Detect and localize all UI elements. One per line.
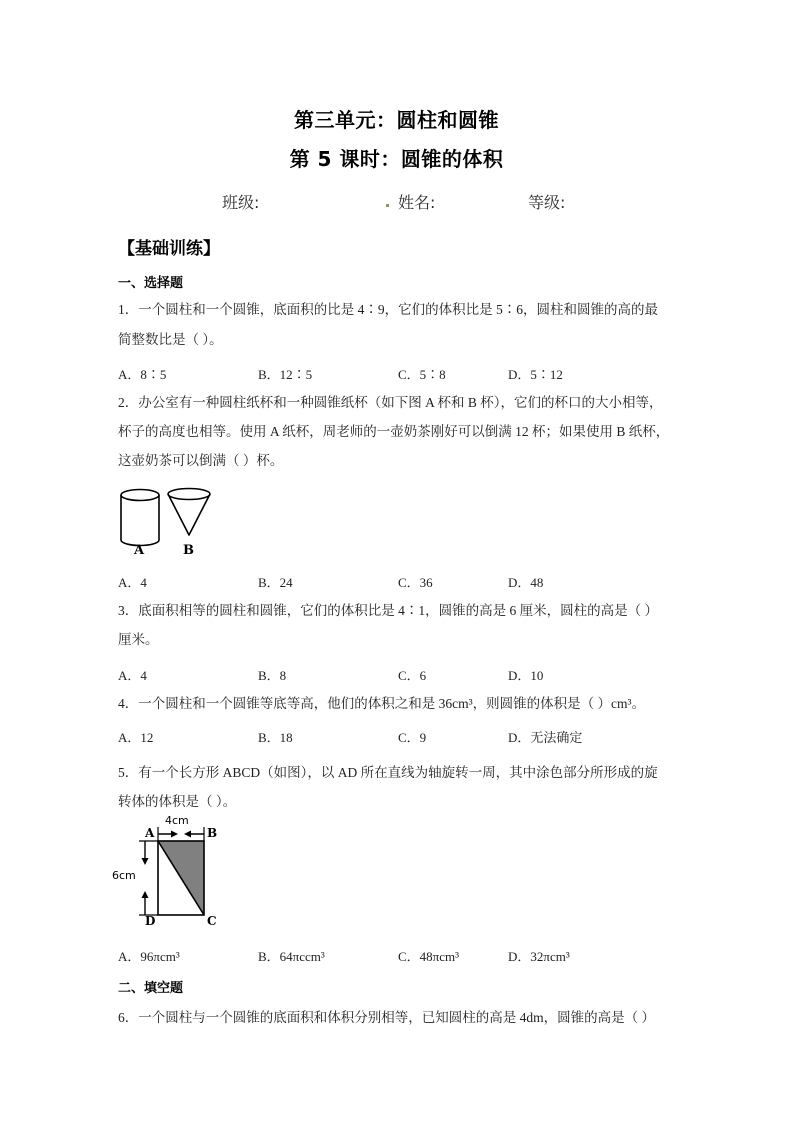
option-d[interactable]: D．5∶12 [508,367,563,382]
question-2-options [118,572,680,590]
option-d[interactable]: D．32πcm³ [508,949,570,964]
section-basic-training: 【基础训练】 [118,239,220,259]
cylinder-shape [121,490,159,546]
height-dimension-label: 6cm [112,869,136,882]
class-label: 班级: [222,193,260,212]
question-3-line-2: 厘米。 [118,632,159,647]
cylinder-cone-figure [112,483,222,563]
question-5-options [118,946,680,964]
vertex-label-b: B [207,826,218,840]
option-d[interactable]: D．10 [508,668,544,683]
vertex-label-d: D [145,914,156,928]
name-label: 姓名: [398,193,436,212]
question-1-line-1: 1．一个圆柱和一个圆锥，底面积的比是 4∶9，它们的体积比是 5∶6，圆柱和圆锥的高的最 [118,302,658,317]
question-2-line-2: 杯子的高度也相等。使用 A 纸杯，周老师的一壶奶茶刚好可以倒满 12 杯；如果使用 B 纸杯， [118,424,670,439]
option-c[interactable]: C．6 [398,668,427,683]
page-title-unit: 第三单元：圆柱和圆锥 [294,108,499,132]
question-5-line-1: 5．有一个长方形 ABCD（如图），以 AD 所在直线为轴旋转一周，其中涂色部分所形成的旋 [118,765,658,780]
option-a[interactable]: A．12 [118,730,154,745]
width-dimension-label: 4cm [165,814,189,827]
option-a[interactable]: A．4 [118,668,147,683]
option-b[interactable]: B．8 [258,668,287,683]
cone-label-b: B [183,543,194,558]
cylinder-label-a: A [134,543,145,558]
option-c[interactable]: C．36 [398,575,433,590]
vertex-label-a: A [145,826,155,840]
option-b[interactable]: B．24 [258,575,293,590]
question-3-line-1: 3．底面积相等的圆柱和圆锥，它们的体积比是 4∶1，圆锥的高是 6 厘米，圆柱的高是（ ） [118,603,658,618]
option-c[interactable]: C．9 [398,730,427,745]
option-a[interactable]: A．8∶5 [118,367,167,382]
option-d[interactable]: D．48 [508,575,544,590]
question-1-line-2: 简整数比是（ ）。 [118,332,223,347]
student-info-row [118,190,678,214]
question-4-line-1: 4．一个圆柱和一个圆锥等底等高，他们的体积之和是 36cm³，则圆锥的体积是（ ）cm³。 [118,696,646,711]
grade-label: 等级: [528,193,566,212]
question-1-options [118,364,680,382]
cylinder-cone-svg [112,483,222,563]
option-a[interactable]: A．4 [118,575,147,590]
subsection-fill-in-blank: 二、填空题 [118,981,184,996]
rectangle-abcd-figure [112,814,237,938]
vertex-label-c: C [207,914,217,928]
option-b[interactable]: B．64πccm³ [258,949,325,964]
question-2-line-3: 这壶奶茶可以倒满（ ）杯。 [118,453,284,468]
question-2-line-1: 2．办公室有一种圆柱纸杯和一种圆锥纸杯（如下图 A 杯和 B 杯），它们的杯口的大小相等， [118,395,663,410]
option-c[interactable]: C．5∶8 [398,367,446,382]
question-5-line-2: 转体的体积是（ ）。 [118,794,237,809]
option-b[interactable]: B．18 [258,730,293,745]
cone-shape [168,489,210,536]
question-4-options [118,727,680,745]
question-6-line-1: 6．一个圆柱与一个圆锥的底面积和体积分别相等，已知圆柱的高是 4dm，圆锥的高是（ ） [118,1010,655,1025]
page-title-lesson: 第 5 课时：圆锥的体积 [289,147,504,171]
decorative-dot [386,204,389,207]
option-a[interactable]: A．96πcm³ [118,949,180,964]
option-d[interactable]: D．无法确定 [508,730,583,745]
option-c[interactable]: C．48πcm³ [398,949,460,964]
option-b[interactable]: B．12∶5 [258,367,313,382]
subsection-multiple-choice: 一、选择题 [118,276,184,291]
question-3-options [118,665,680,683]
